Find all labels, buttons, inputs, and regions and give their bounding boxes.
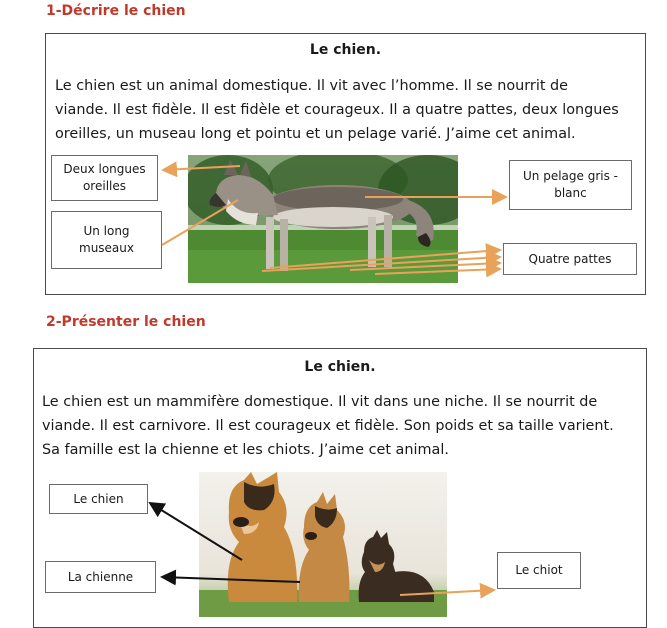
label-legs (503, 243, 637, 275)
label-muzzle-line: museaux (79, 241, 134, 255)
label-muzzle (51, 211, 162, 269)
label-dog (49, 484, 148, 514)
section1-paragraph (55, 74, 643, 146)
label-puppy-text: Le chiot (515, 563, 563, 577)
label-female-text: La chienne (67, 569, 134, 584)
label-puppy (497, 552, 581, 589)
label-ears (51, 155, 158, 201)
paragraph-line: viande. Il est fidèle. Il est fidèle et courageux. Il a quatre pattes, deux longues (55, 102, 619, 118)
label-coat-line: Un pelage gris - (523, 169, 618, 183)
label-coat-line: blanc (554, 186, 587, 200)
paragraph-line: Le chien est un animal domestique. Il vit avec l’homme. Il se nourrit de (55, 78, 569, 94)
section2-heading: 2-Présenter le chien (46, 314, 206, 330)
section2-paragraph (42, 390, 646, 462)
paragraph-line: Sa famille est la chienne et les chiots. J’aime cet animal. (42, 442, 449, 458)
label-ears-line: Deux longues (63, 162, 146, 176)
shepherd-family-photo (199, 472, 447, 617)
label-female (45, 561, 156, 593)
section1-card-title: Le chien. (309, 42, 382, 58)
paragraph-line: viande. Il est carnivore. Il est courageux et fidèle. Son poids et sa taille varient. (42, 418, 614, 434)
section2-card-title: Le chien. (304, 359, 376, 375)
label-legs-text: Quatre pattes (528, 251, 612, 266)
shepherd-family-illustration (199, 472, 447, 617)
label-ears-line: oreilles (82, 179, 126, 193)
paragraph-line: oreilles, un museau long et pointu et un pelage varié. J’aime cet animal. (55, 126, 576, 142)
section1-heading: 1-Décrire le chien (46, 3, 186, 19)
wolf-dog-photo (188, 155, 458, 283)
wolf-dog-illustration (188, 155, 458, 283)
label-coat (509, 160, 632, 210)
paragraph-line: Le chien est un mammifère domestique. Il vit dans une niche. Il se nourrit de (42, 394, 598, 410)
label-dog-text: Le chien (73, 491, 124, 506)
label-muzzle-line: Un long (83, 224, 130, 238)
